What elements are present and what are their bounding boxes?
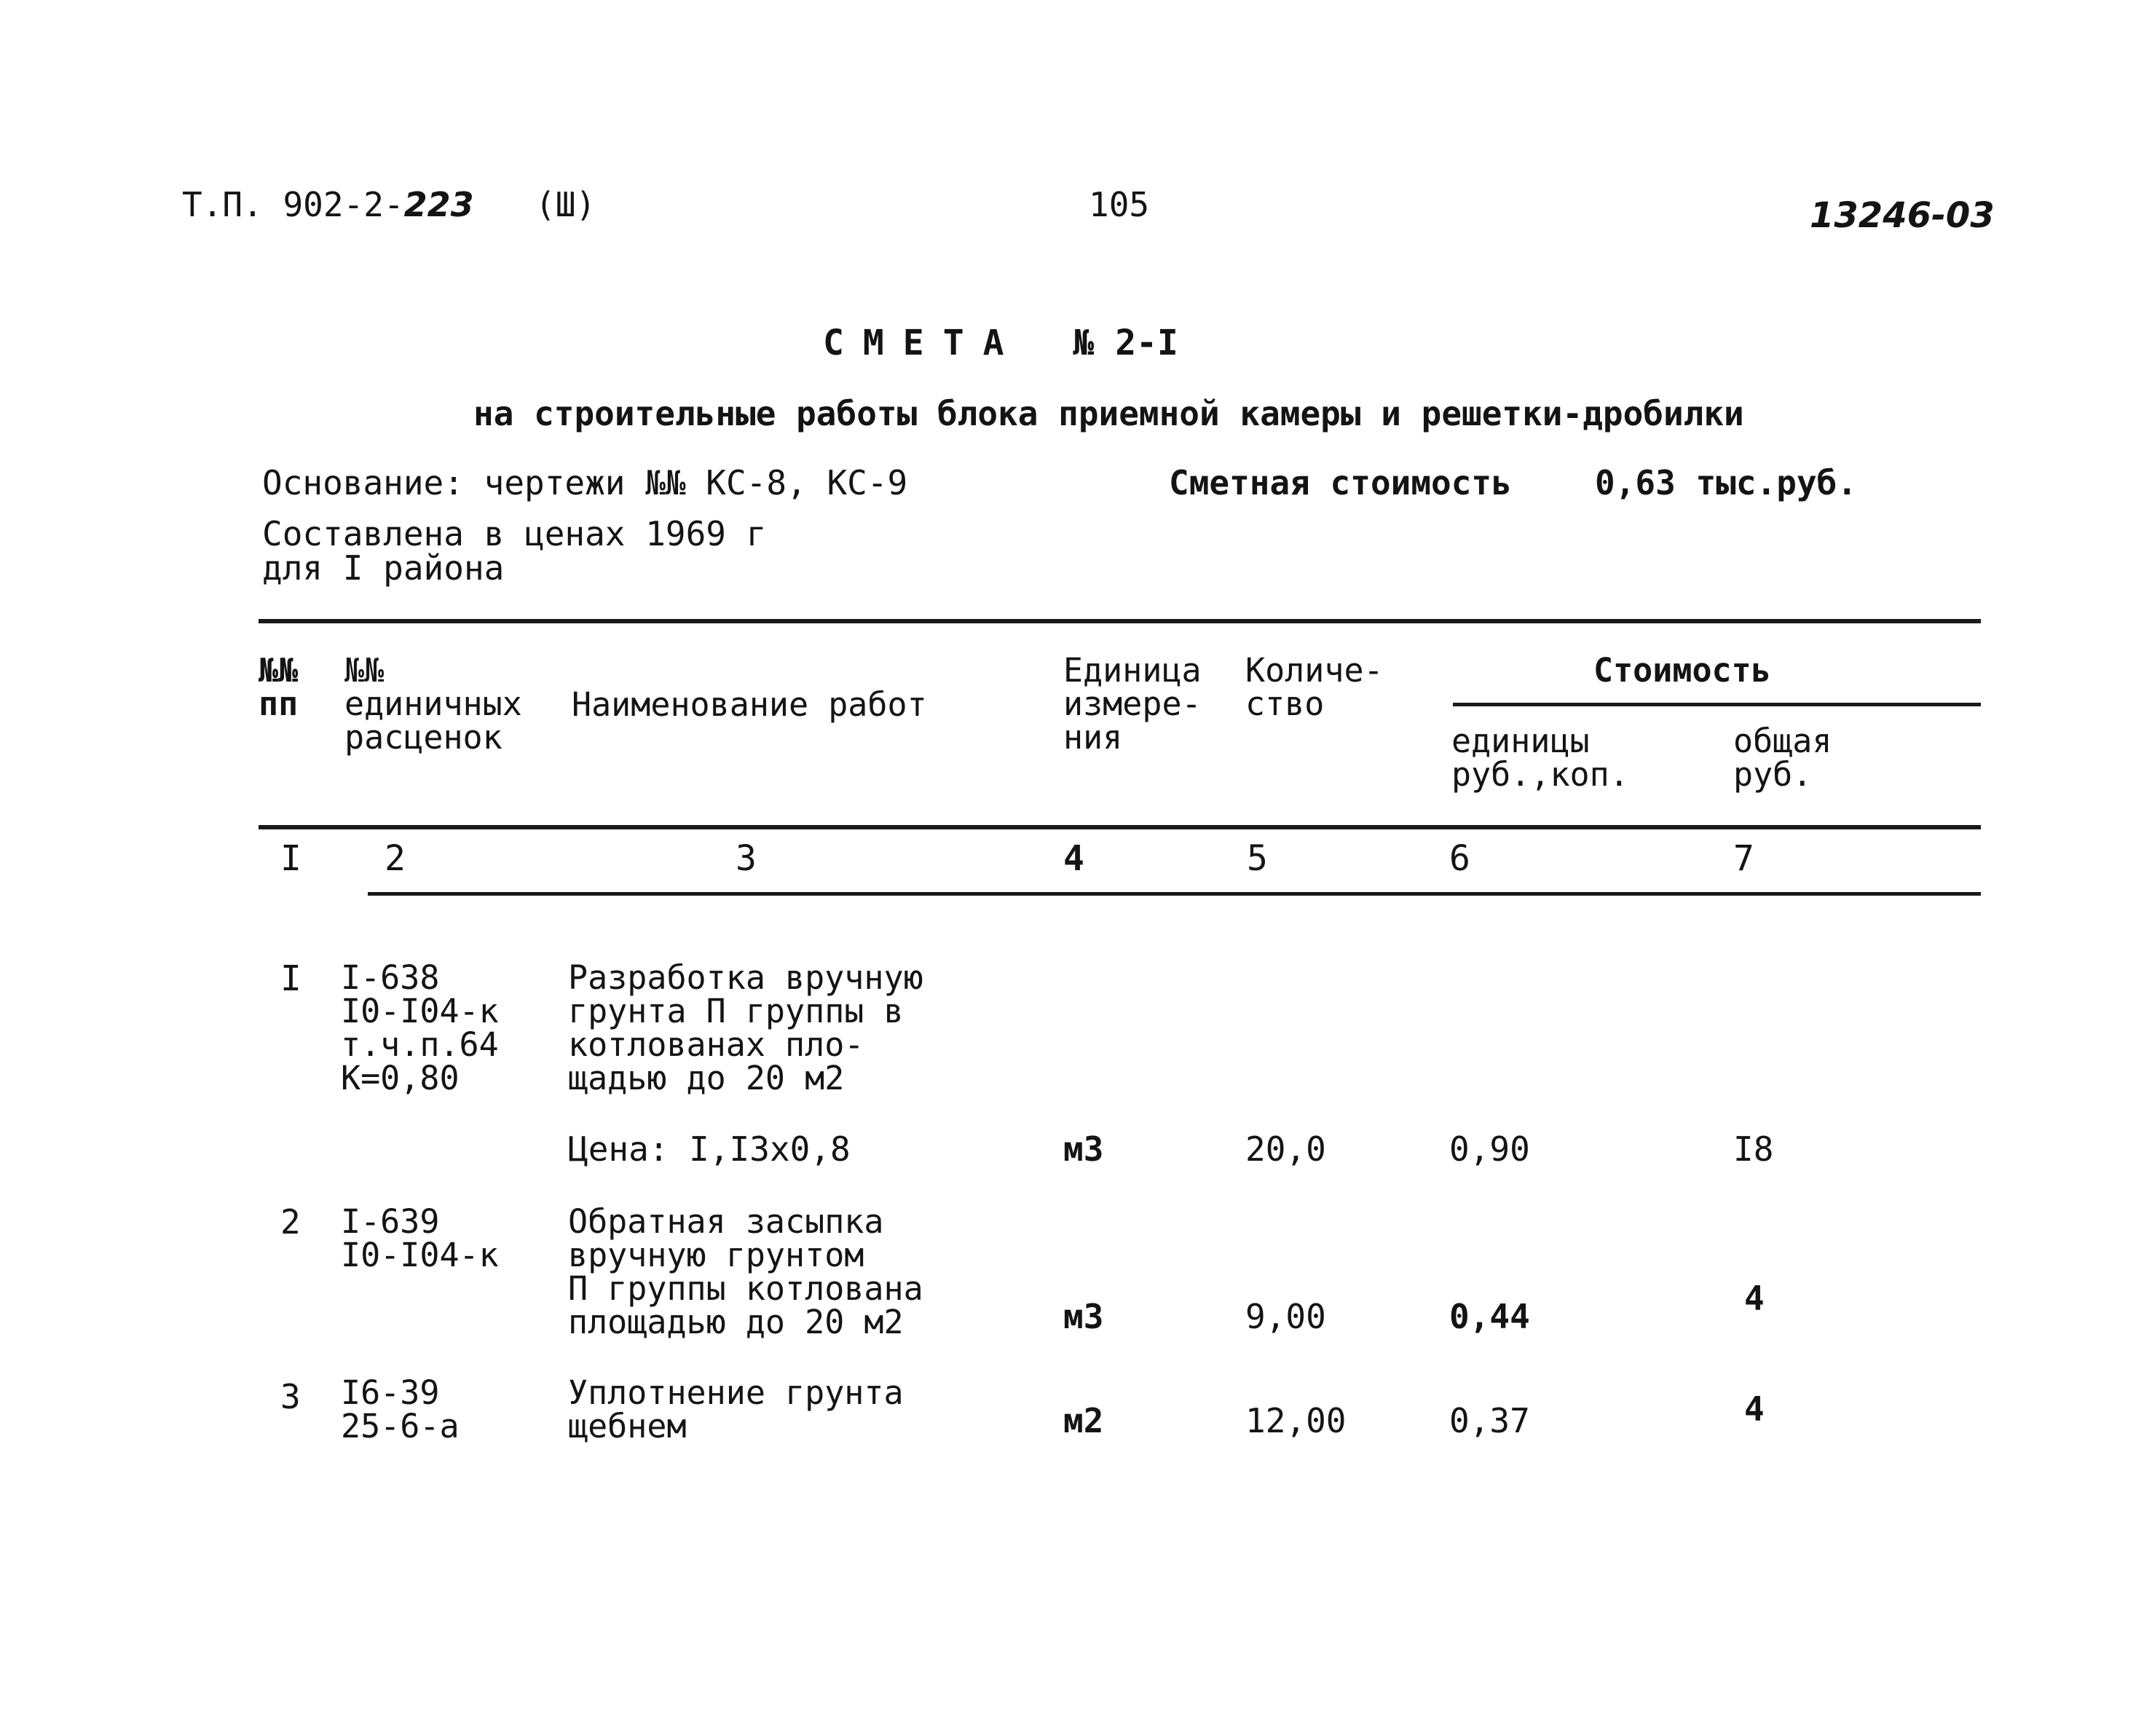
unit-cost: 0,37 — [1449, 1401, 1530, 1440]
table-top-rule — [259, 619, 1981, 623]
column-number-7: 7 — [1733, 838, 1754, 879]
cost-label: Сметная стоимость — [1169, 463, 1512, 502]
smeta-title — [823, 323, 1178, 363]
unit-cost: 0,44 — [1449, 1297, 1530, 1336]
col-header-cost-group: Стоимость — [1593, 651, 1771, 690]
doc-ref-printed: Т.П. 902-2- — [182, 185, 404, 224]
work-name: Уплотнение грунта щебнем — [568, 1373, 904, 1445]
col-header-work-name: Наименование работ — [572, 685, 927, 724]
row-number: 3 — [280, 1377, 301, 1416]
column-numbers-rule — [368, 892, 1981, 896]
page-number: 105 — [1089, 185, 1150, 224]
column-number-3: 3 — [736, 838, 757, 879]
col-header-unit: Единица измере- ния — [1063, 651, 1202, 757]
col-header-total-cost: общая руб. — [1733, 722, 1832, 794]
doc-ref-handwritten: 223 — [403, 185, 474, 224]
rate-codes: I-639 I0-I04-к — [341, 1202, 499, 1274]
total-cost: 4 — [1744, 1389, 1765, 1429]
col-header-quantity: Количе- ство — [1245, 651, 1384, 723]
prices-line: Составлена в ценах 1969 г — [262, 514, 767, 553]
doc-volume: (Ш) — [535, 185, 596, 224]
unit: м3 — [1063, 1129, 1104, 1169]
unit-cost: 0,90 — [1449, 1129, 1530, 1169]
total-cost: I8 — [1733, 1129, 1774, 1169]
work-name: Обратная засыпка вручную грунтом П группы котлована площадью до 20 м2 — [568, 1202, 923, 1341]
column-number-1: I — [280, 838, 301, 879]
cost-value: 0,63 тыс.руб. — [1595, 463, 1858, 502]
total-cost: 4 — [1744, 1279, 1765, 1318]
unit: м2 — [1063, 1401, 1104, 1440]
work-name: Разработка вручную грунта П группы в котлованах пло- щадью до 20 м2 — [568, 958, 923, 1097]
unit: м3 — [1063, 1297, 1104, 1336]
smeta-word: СМЕТА — [823, 323, 1023, 363]
quantity: 9,00 — [1245, 1297, 1326, 1336]
col-header-unit-cost: единицы руб.,коп. — [1451, 722, 1629, 794]
row-number: I — [280, 958, 301, 999]
col-header-number: №№ пп — [259, 651, 299, 723]
price-note: Цена: I,I3х0,8 — [568, 1129, 851, 1169]
column-number-4: 4 — [1063, 838, 1084, 879]
archive-number: 13246-03 — [1810, 195, 1995, 236]
column-number-2: 2 — [385, 838, 406, 879]
document-reference — [182, 185, 474, 224]
basis-line: Основание: чертежи №№ КС-8, КС-9 — [262, 463, 908, 502]
smeta-subtitle: на строительные работы блока приемной камеры и решетки-дробилки — [473, 394, 1744, 433]
column-number-6: 6 — [1449, 838, 1470, 879]
rate-codes: I6-39 25-6-а — [341, 1373, 460, 1445]
quantity: 12,00 — [1245, 1401, 1347, 1440]
region-line: для I района — [262, 548, 505, 588]
col-header-rate-codes: №№ единичных расценок — [344, 651, 522, 757]
row-number: 2 — [280, 1202, 301, 1242]
column-number-5: 5 — [1247, 838, 1268, 879]
cost-group-rule — [1453, 703, 1981, 706]
smeta-number: № 2-I — [1073, 323, 1178, 363]
rate-codes: I-638 I0-I04-к т.ч.п.64 К=0,80 — [341, 958, 499, 1097]
header-bottom-rule — [259, 825, 1981, 829]
quantity: 20,0 — [1245, 1129, 1326, 1169]
